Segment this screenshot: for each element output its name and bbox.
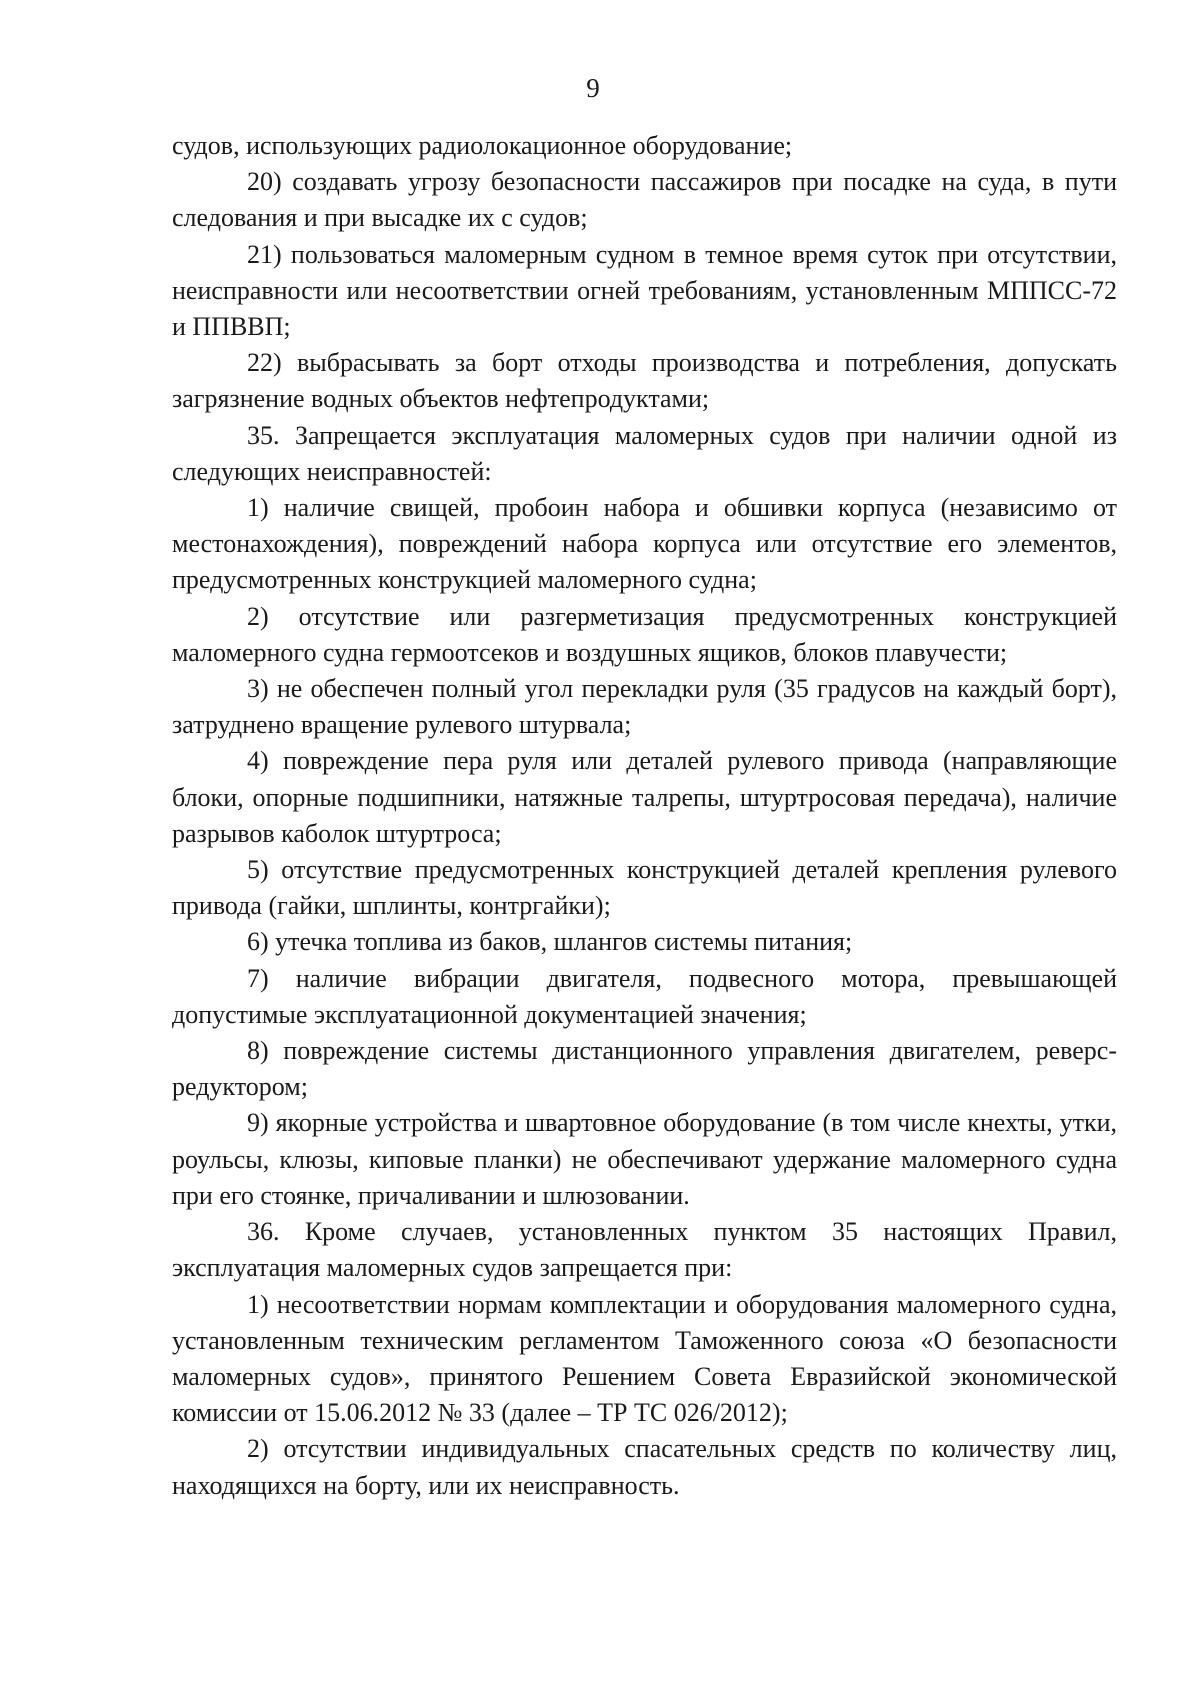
page-number: 9	[586, 73, 600, 103]
clause-35-item-8: 8) повреждение системы дистанционного управления двигателем, реверс-редуктором;	[172, 1036, 1117, 1102]
clause-36-item-2: 2) отсутствии индивидуальных спасательных средств по количеству лиц, находящихся на борту, или их неисправность.	[172, 1434, 1117, 1500]
clause-35: 35. Запрещается эксплуатация маломерных судов при наличии одной из следующих неисправностей:	[172, 420, 1117, 486]
clause-35-item-5: 5) отсутствие предусмотренных конструкцией деталей крепления рулевого привода (гайки, шплинты, контргайки);	[172, 855, 1117, 921]
list-item-21: 21) пользоваться маломерным судном в темное время суток при отсутствии, неисправности или несоответствии огней требованиям, установленным МППСС-72 и ППВВП;	[172, 239, 1117, 342]
clause-35-item-3: 3) не обеспечен полный угол перекладки руля (35 градусов на каждый борт), затруднено вращение рулевого штурвала;	[172, 674, 1117, 740]
list-item-20: 20) создавать угрозу безопасности пассажиров при посадке на суда, в пути следования и при высадке их с судов;	[172, 167, 1117, 233]
clause-35-item-4: 4) повреждение пера руля или деталей рулевого привода (направляющие блоки, опорные подшипники, натяжные талрепы, штуртросовая передача), наличие разрывов каболок штуртроса;	[172, 746, 1117, 848]
list-item-22: 22) выбрасывать за борт отходы производства и потребления, допускать загрязнение водных объектов нефтепродуктами;	[172, 348, 1117, 414]
clause-35-item-7: 7) наличие вибрации двигателя, подвесного мотора, превышающей допустимые эксплуатационной документацией значения;	[172, 963, 1117, 1029]
clause-35-item-2: 2) отсутствие или разгерметизация предусмотренных конструкцией маломерного судна гермоотсеков и воздушных ящиков, блоков плавучести;	[172, 601, 1117, 667]
clause-36: 36. Кроме случаев, установленных пунктом 35 настоящих Правил, эксплуатация маломерных судов запрещается при:	[172, 1217, 1117, 1283]
clause-36-item-1: 1) несоответствии нормам комплектации и оборудования маломерного судна, установленным техническим регламентом Таможенного союза «О безопасности маломерных судов», принятого Решением Совета Евразийской экономической комиссии от 15.06.2012 № 33 (далее – ТР ТС 026/2012);	[172, 1289, 1117, 1428]
clause-35-item-9: 9) якорные устройства и швартовное оборудование (в том числе кнехты, утки, роульсы, клюзы, киповые планки) не обеспечивают удержание маломерного судна при его стоянке, причаливании и шлюзовании.	[172, 1108, 1117, 1210]
clause-35-item-6: 6) утечка топлива из баков, шлангов системы питания;	[247, 927, 853, 957]
paragraph-continuation: судов, использующих радиолокационное оборудование;	[172, 131, 793, 160]
document-body	[172, 128, 1117, 1504]
clause-35-item-1: 1) наличие свищей, пробоин набора и обшивки корпуса (независимо от местонахождения), повреждений набора корпуса или отсутствие его элементов, предусмотренных конструкцией маломерного судна;	[172, 493, 1117, 595]
